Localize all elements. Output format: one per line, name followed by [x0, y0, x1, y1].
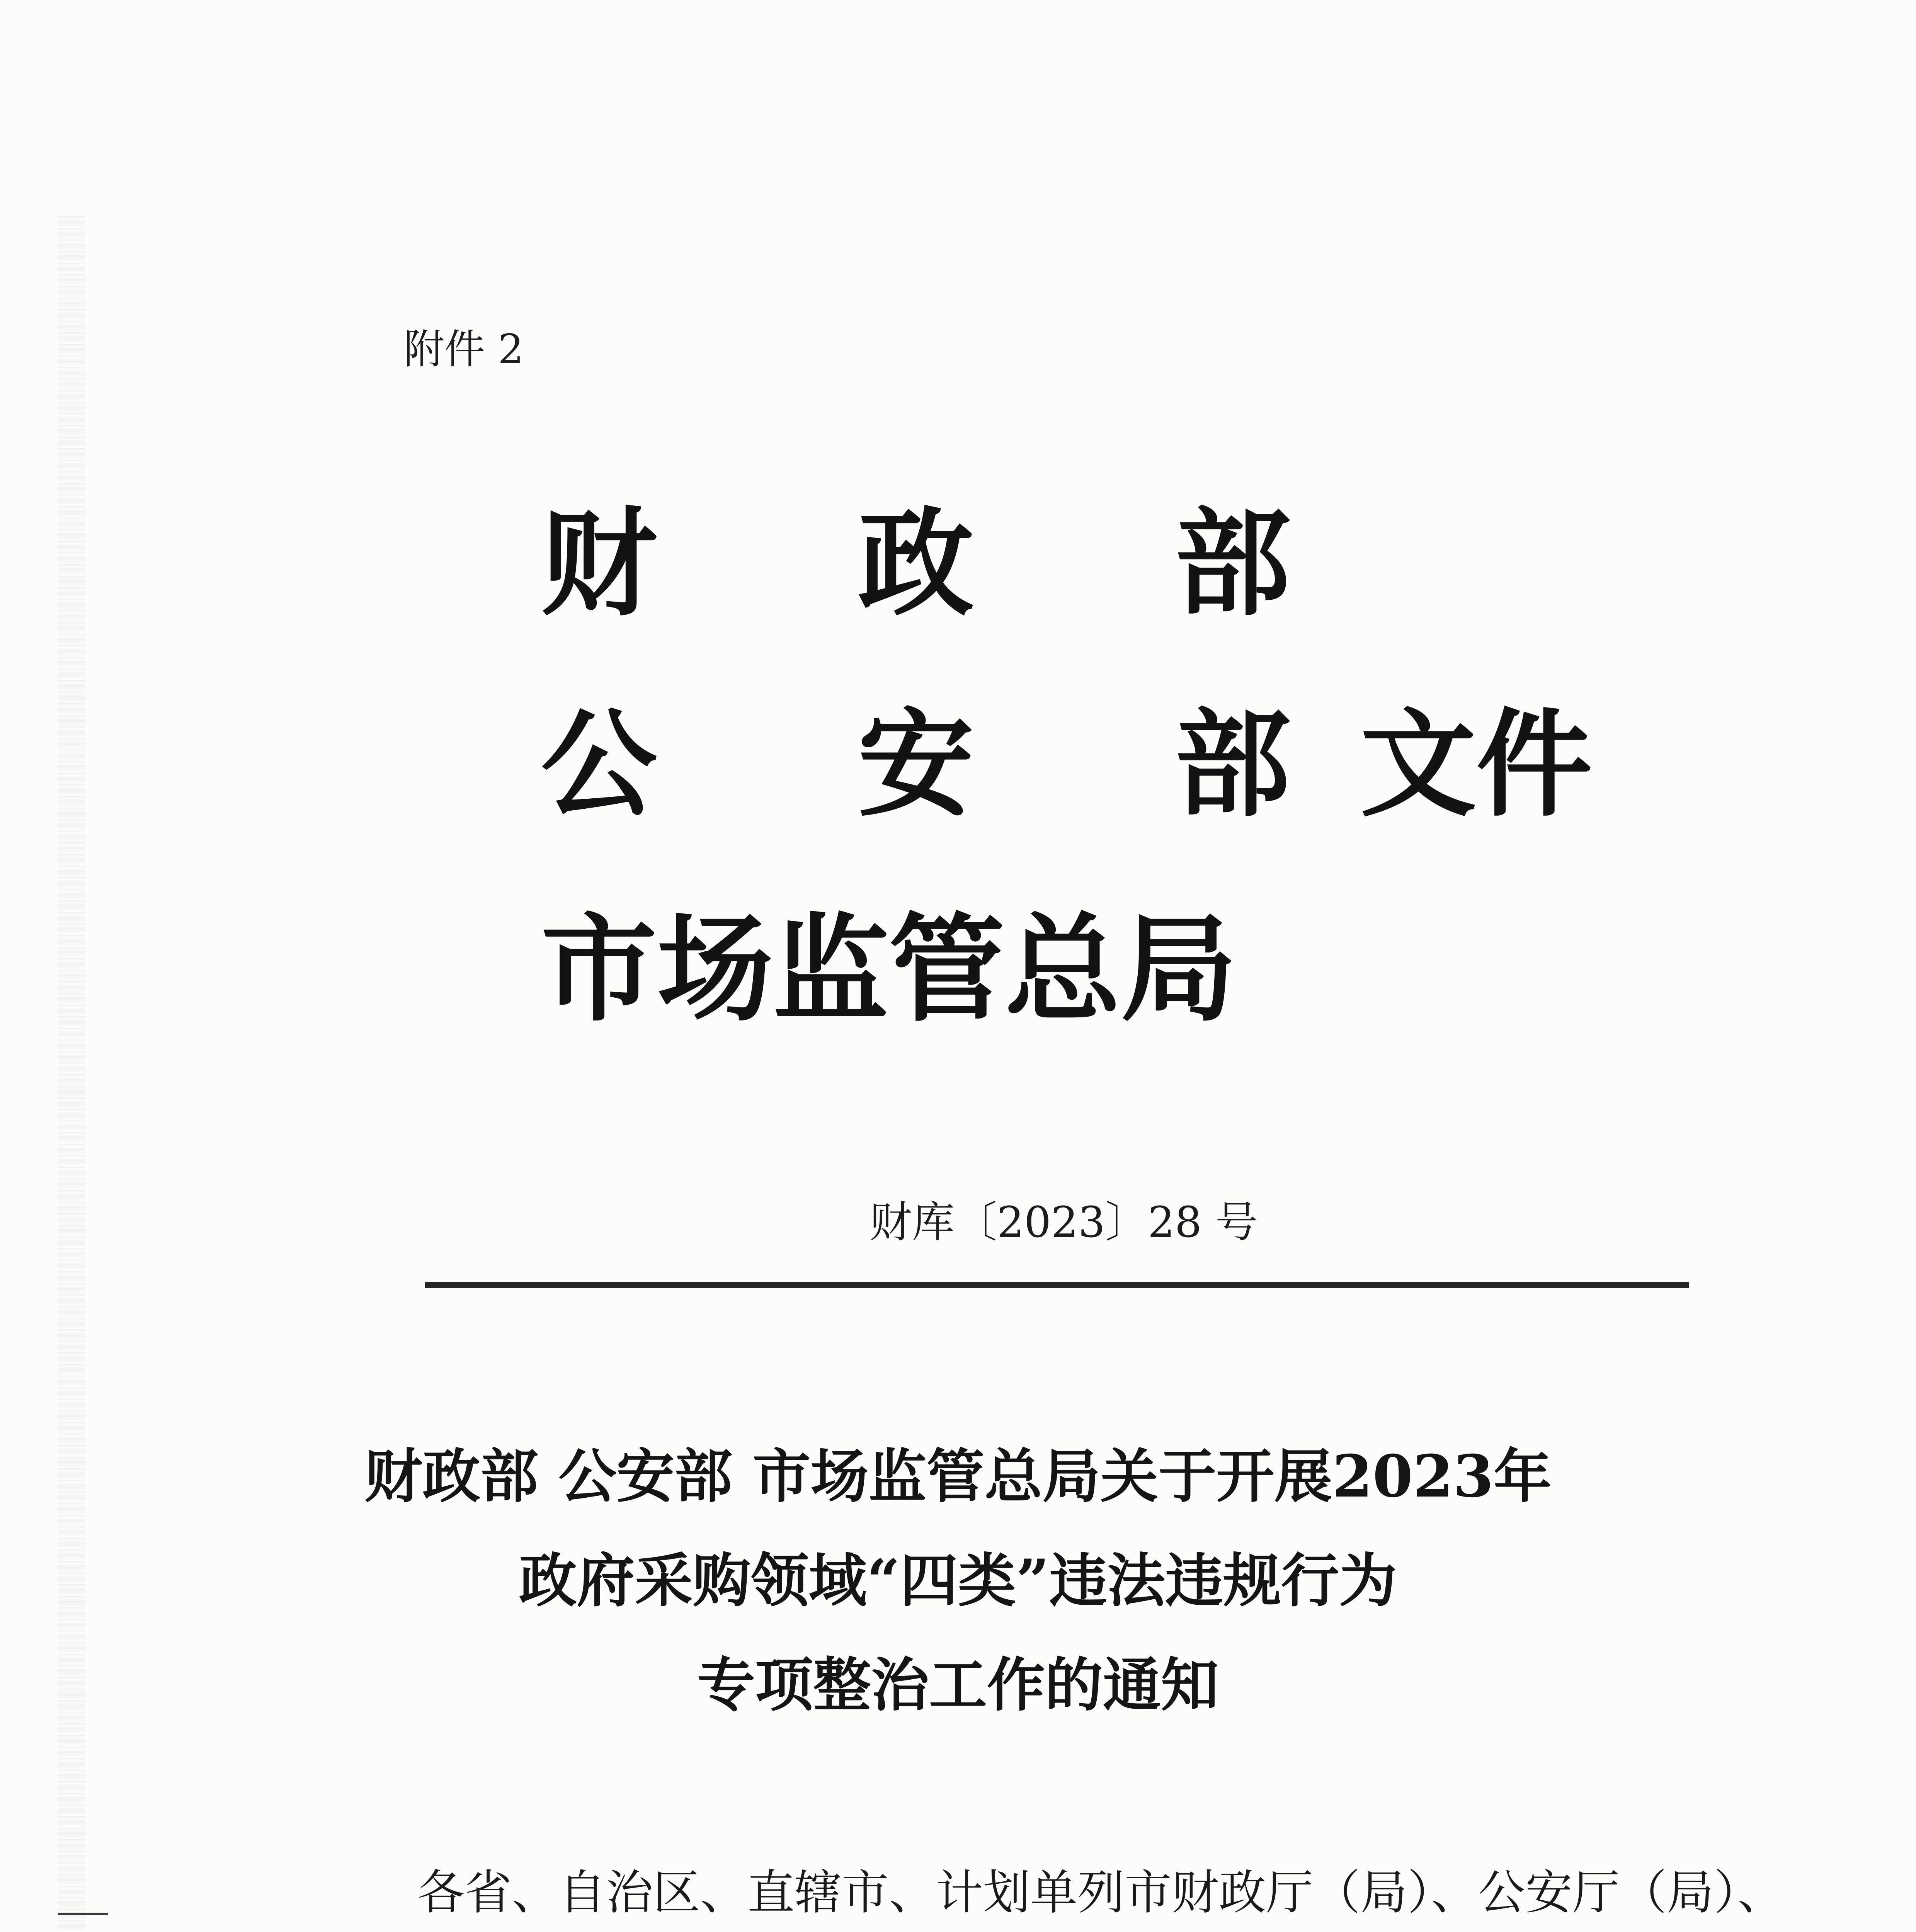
separator-rule [425, 1282, 1689, 1288]
binding-mark [58, 1913, 108, 1915]
issuer-char: 政 [858, 497, 974, 631]
issuer-char: 安 [858, 697, 974, 832]
issuer-char: 公 [541, 697, 657, 832]
issuer-line-3: 市场监管总局 [541, 902, 1237, 1037]
document-title-line-2: 政府采购领域“四类”违法违规行为 [519, 1547, 1397, 1615]
document-number: 财库〔2023〕28 号 [870, 1197, 1258, 1247]
attachment-label: 附件 2 [404, 326, 524, 373]
issuer-char: 部 [1175, 497, 1291, 631]
document-title-line-1: 财政部 公安部 市场监管总局关于开展2023年 [364, 1442, 1552, 1510]
issuer-char: 财 [541, 497, 657, 631]
addressee-line-1: 各省、自治区、直辖市、计划单列市财政厅（局）、公安厅（局）、 [417, 1865, 1785, 1920]
issuer-wenjian: 文件 [1360, 697, 1592, 832]
issuer-char: 部 [1175, 697, 1291, 832]
document-title-line-3: 专项整治工作的通知 [697, 1651, 1219, 1719]
